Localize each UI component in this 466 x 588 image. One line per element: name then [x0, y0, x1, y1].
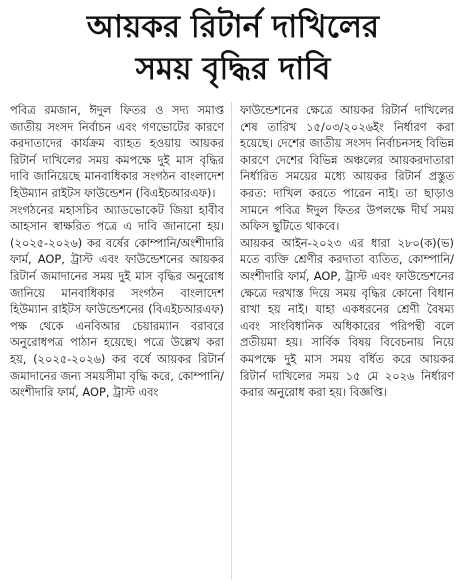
- article-left-column: [10, 102, 224, 401]
- headline: [0, 0, 466, 96]
- article-paragraph-2: সংগঠনের মহাসচিব অ্যাডভোকেট জিয়া হাবীব আহসান স্বাক্ষরিত পত্রে এ দাবি জানানো হয়। (২০২৫-২০২৬) কর বর্ষের কোম্পানি/অংশীদারি ফার্ম, AOP, ট্রাস্ট এবং ফাউন্ডেশনের আয়কর রিটার্ন জমাদানের সময় দুই মাস বৃদ্ধির অনুরোধ জানিয়ে মানবাধিকার সংগঠন বাংলাদেশ হিউম্যান রাইটস ফাউন্ডেশনের (বিএইচআরএফ) পক্ষ থেকে এনবিআর চেয়ারম্যান বরাবরে অনুরোধপত্র পাঠান হয়েছে। পত্রে উল্লেখ করা হয়, (২০২৫-২০২৬) কর বর্ষে আয়কর রিটার্ন জমাদানের জন্য সময়সীমা বৃদ্ধি করে, কোম্পানি/অংশীদারি ফার্ম, AOP, ট্রাস্ট এবং: [10, 202, 224, 400]
- article-paragraph-4: আয়কর আইন-২০২৩ এর ধারা ২৮০(ক)(ভ) মতে ব্যক্তি শ্রেণীর করদাতা ব্যতিত, কোম্পানি/অংশীদারি ফার্ম, AOP, ট্রাস্ট এবং ফাউন্ডেশনের ক্ষেত্রে দরখাস্ত দিয়ে সময় বৃদ্ধির কোনো বিধান রাখা হয় নাই। যাহা একধরনের শ্রেণী বৈষম্য এবং সাংবিধানিক অধিকারের পরিপন্থী বলে প্রতীয়মা হয়। সার্বিক বিষয় বিবেচনায় নিয়ে কমপক্ষে দুই মাস সময় বর্ধিত করে আয়কর রিটার্ন দাখিলের সময় ১৫ মে ২০২৬ নির্ধারণ করার অনুরোধ করা হয়। বিজ্ঞপ্তি।: [240, 235, 454, 400]
- column-divider: [231, 102, 232, 580]
- article-right-column: [240, 102, 454, 401]
- article-paragraph-3: ফাউন্ডেশনের ক্ষেত্রে আয়কর রিটার্ন দাখিলের শেষ তারিখ ১৫/০৩/২০২৬ইং নির্ধারণ করা হয়েছে। দেশের জাতীয় সংসদ নির্বাচনসহ বিভিন্ন কারণে দেশের বিভিন্ন অঞ্চলের আয়করদাতারা নির্ধারিত সময়ের মধ্যে আয়কর রিটার্ন প্রস্তুত করত: দাখিল করতে পারেন নাই। তা ছাড়াও সামনে পবিত্র ঈদুল ফিতর উপলক্ষে দীর্ঘ সময় অফিস ছুটিতে থাকবে।: [240, 103, 454, 234]
- headline-line-1: আয়কর রিটার্ন দাখিলের: [86, 9, 380, 45]
- headline-line-2: সময় বৃদ্ধির দাবি: [135, 51, 331, 87]
- article-paragraph-1: পবিত্র রমজান, ঈদুল ফিতর ও সদ্য সমাপ্ত জাতীয় সংসদ নির্বাচন এবং গণভোটের কারণে করদাতাদের কার্যক্রম ব্যাহত হওয়ায় আয়কর রিটার্ন দাখিলের সময় কমপক্ষে দুই মাস বৃদ্ধির দাবি জানিয়েছে মানবাধিকার সংগঠন বাংলাদেশ হিউম্যান রাইটস ফাউন্ডেশন (বিএইচআরএফ)।: [10, 103, 224, 200]
